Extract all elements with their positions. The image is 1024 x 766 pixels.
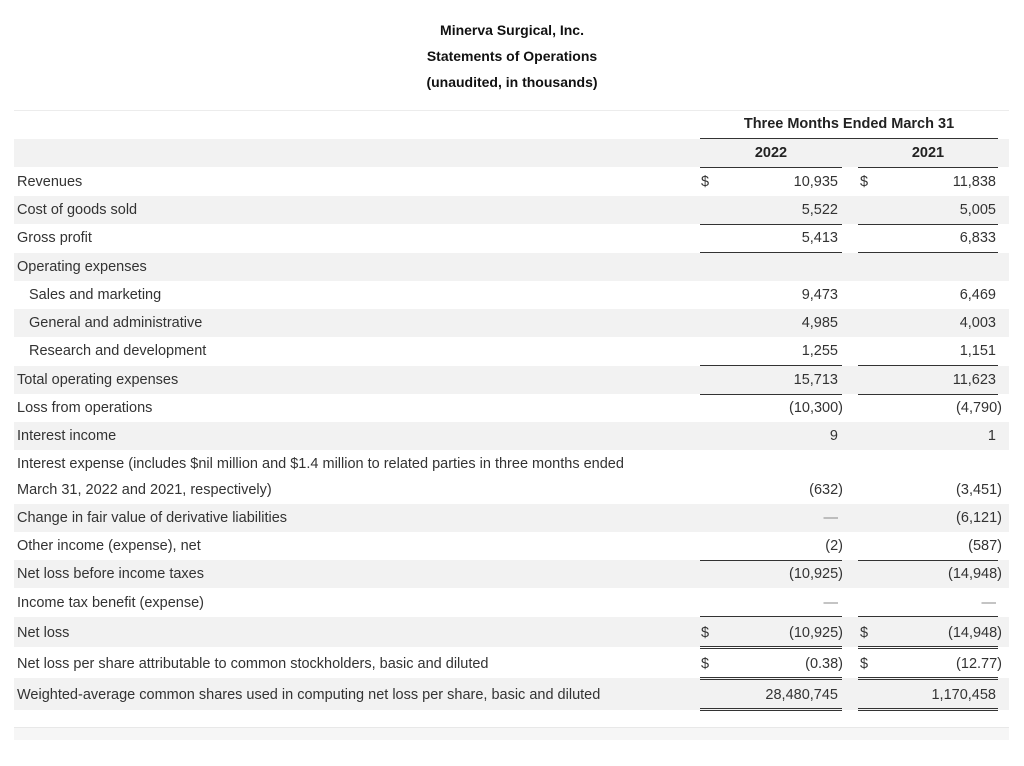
- row-label-gross-profit: Gross profit: [17, 230, 92, 246]
- year-rule: [858, 167, 998, 168]
- value-2022: 15,713: [793, 372, 838, 388]
- value-2021: (14,948): [947, 625, 1002, 641]
- subtotal-rule: [858, 224, 998, 225]
- value-2021: 6,833: [959, 230, 996, 246]
- value-2021: 1,151: [959, 343, 996, 359]
- row-label-sales-marketing: Sales and marketing: [29, 287, 162, 303]
- value-2022: 5,413: [801, 230, 838, 246]
- row-label-operating-expenses: Operating expenses: [17, 259, 147, 275]
- value-2022: 9: [829, 428, 838, 444]
- currency-symbol: $: [860, 625, 869, 641]
- value-2021: (4,790): [956, 400, 1002, 416]
- row-label-net-loss: Net loss: [17, 625, 70, 641]
- value-2022: 1,255: [801, 343, 838, 359]
- statement-note: (unaudited, in thousands): [426, 74, 598, 90]
- value-2022: —: [823, 595, 838, 611]
- row-label-general-admin: General and administrative: [29, 315, 203, 331]
- value-2021: (3,451): [956, 482, 1002, 498]
- value-2021: 5,005: [959, 202, 996, 218]
- row-label-interest-income: Interest income: [17, 428, 117, 444]
- row-label-income-tax: Income tax benefit (expense): [17, 595, 204, 611]
- row-band: [14, 196, 1009, 224]
- subtotal-rule: [858, 394, 998, 395]
- value-2021: 11,838: [952, 174, 996, 190]
- subtotal-rule: [700, 365, 842, 366]
- statement-title: Statements of Operations: [426, 48, 598, 64]
- row-label-total-operating-expenses: Total operating expenses: [17, 372, 179, 388]
- value-2022: 4,985: [801, 315, 838, 331]
- year-rule: [700, 167, 842, 168]
- value-2022: (2): [825, 538, 843, 554]
- currency-symbol: $: [701, 656, 710, 672]
- currency-symbol: $: [701, 174, 710, 190]
- subtotal-rule: [700, 560, 842, 561]
- row-band: [14, 422, 1009, 450]
- row-label-net-loss-per-share: Net loss per share attributable to common stockholders, basic and diluted: [17, 656, 489, 672]
- value-2022: (10,925): [788, 566, 843, 582]
- total-double-rule: [700, 677, 842, 683]
- subtotal-rule: [700, 224, 842, 225]
- row-label-loss-from-operations: Loss from operations: [17, 400, 153, 416]
- value-2021: 1,170,458: [931, 687, 996, 703]
- total-double-rule: [700, 708, 842, 714]
- currency-symbol: $: [860, 656, 869, 672]
- value-2021: 11,623: [952, 372, 996, 388]
- value-2022: —: [823, 510, 838, 526]
- row-band: [14, 253, 1009, 281]
- value-2022: (10,300): [788, 400, 843, 416]
- year-2021-header: 2021: [911, 145, 945, 161]
- total-double-rule: [700, 646, 842, 652]
- value-2021: (6,121): [956, 510, 1002, 526]
- value-2022: (632): [809, 482, 843, 498]
- total-double-rule: [858, 646, 998, 652]
- year-2022-header: 2022: [754, 145, 788, 161]
- period-header: Three Months Ended March 31: [743, 116, 955, 132]
- value-2022: 9,473: [801, 287, 838, 303]
- row-label-cogs: Cost of goods sold: [17, 202, 138, 218]
- subtotal-rule: [858, 560, 998, 561]
- row-label-fair-value-change: Change in fair value of derivative liabilities: [17, 510, 288, 526]
- value-2022: 28,480,745: [765, 687, 838, 703]
- subtotal-rule: [858, 365, 998, 366]
- value-2021: (587): [968, 538, 1002, 554]
- value-2021: —: [981, 595, 996, 611]
- value-2022: 10,935: [793, 174, 838, 190]
- row-label-revenues: Revenues: [17, 174, 83, 190]
- table-footer-bar: [14, 727, 1009, 740]
- company-name: Minerva Surgical, Inc.: [440, 22, 584, 38]
- value-2022: 5,522: [801, 202, 838, 218]
- currency-symbol: $: [701, 625, 710, 641]
- value-2021: (12.77): [956, 656, 1002, 672]
- value-2021: (14,948): [947, 566, 1002, 582]
- value-2022: (10,925): [788, 625, 843, 641]
- value-2021: 1: [987, 428, 996, 444]
- row-label-net-loss-before-taxes: Net loss before income taxes: [17, 566, 204, 582]
- period-rule: [700, 138, 998, 139]
- currency-symbol: $: [860, 174, 869, 190]
- value-2021: 6,469: [959, 287, 996, 303]
- value-2021: 4,003: [959, 315, 996, 331]
- subtotal-rule: [700, 394, 842, 395]
- value-2022: (0.38): [805, 656, 843, 672]
- row-label-other-income: Other income (expense), net: [17, 538, 201, 554]
- row-label-interest-expense: Interest expense (includes $nil million and $1.4 million to related parties in three months ended: [17, 456, 624, 472]
- row-label-research-development: Research and development: [29, 343, 207, 359]
- row-label-interest-expense-cont: March 31, 2022 and 2021, respectively): [17, 482, 272, 498]
- total-double-rule: [858, 677, 998, 683]
- row-label-weighted-shares: Weighted-average common shares used in computing net loss per share, basic and diluted: [17, 687, 601, 703]
- subtotal-rule: [858, 252, 998, 253]
- subtotal-rule: [700, 616, 842, 617]
- subtotal-rule: [700, 252, 842, 253]
- subtotal-rule: [858, 616, 998, 617]
- total-double-rule: [858, 708, 998, 714]
